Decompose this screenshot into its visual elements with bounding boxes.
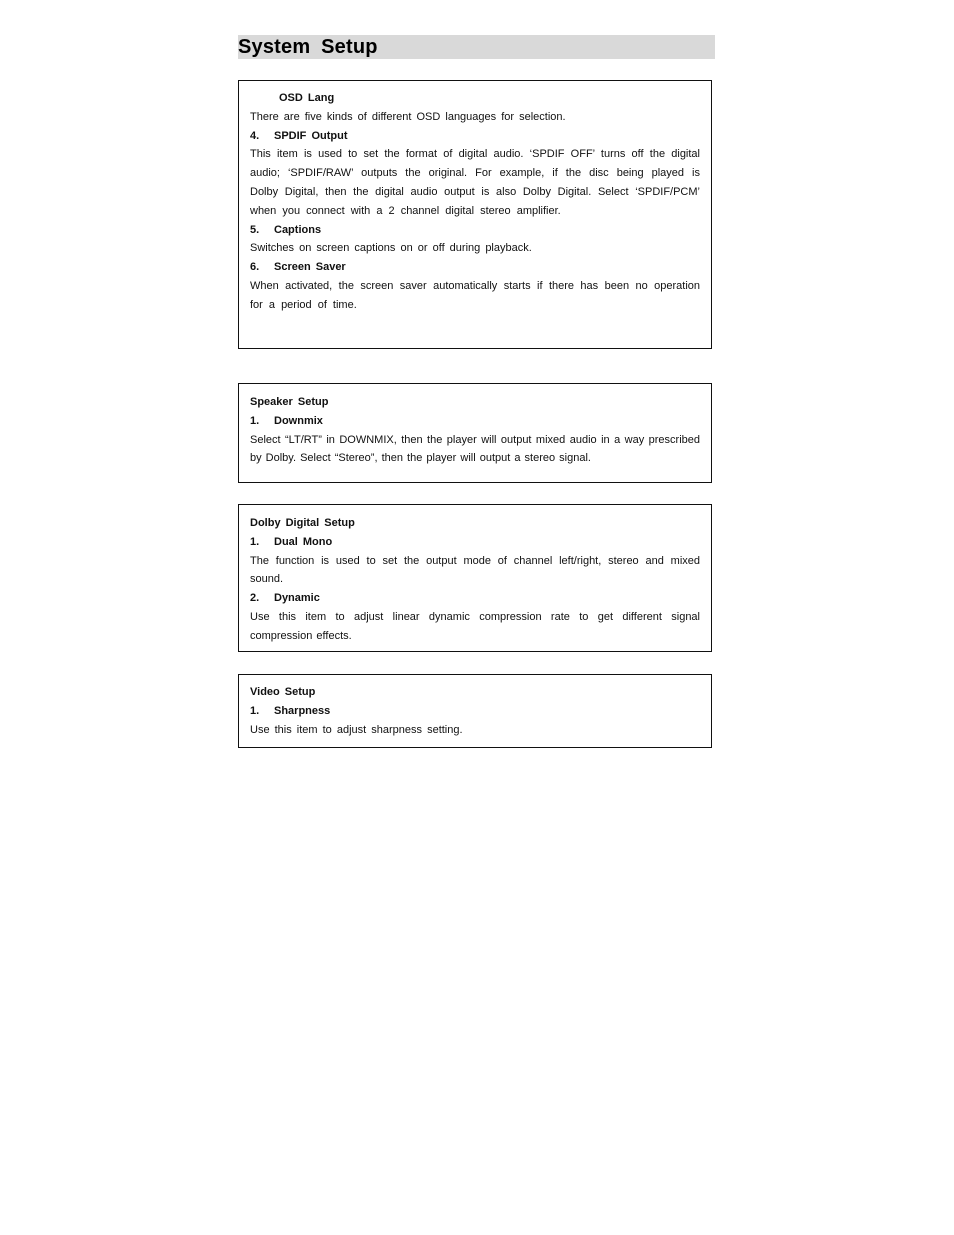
- dolby-digital-setup-section: [238, 504, 712, 652]
- downmix-text: Select “LT/RT” in DOWNMIX, then the player will output mixed audio in a way prescribed by Dolby. Select “Stereo”, then the player will output a stereo signal.: [250, 433, 700, 465]
- speaker-setup-heading: Speaker Setup: [250, 396, 329, 408]
- item-title: Downmix: [274, 414, 323, 427]
- item-number: 6.: [250, 261, 260, 274]
- sharpness-text: Use this item to adjust sharpness setting.: [250, 723, 463, 736]
- item-title: SPDIF Output: [274, 129, 348, 142]
- item-number: 4.: [250, 129, 260, 142]
- downmix-heading: [250, 412, 700, 431]
- item-title: Screen Saver: [274, 261, 346, 274]
- osd-lang-heading: OSD Lang: [279, 92, 335, 104]
- dynamic-heading: [250, 589, 700, 608]
- system-setup-section: [238, 80, 712, 349]
- screen-saver-text: When activated, the screen saver automatically starts if there has been no operation for a period of time.: [250, 279, 700, 311]
- item-number: 1.: [250, 535, 260, 548]
- captions-heading: [250, 221, 700, 240]
- osd-lang-text: There are five kinds of different OSD languages for selection.: [250, 110, 566, 123]
- item-title: Dynamic: [274, 592, 320, 605]
- page-title-bar: [238, 35, 715, 59]
- dolby-digital-setup-heading: Dolby Digital Setup: [250, 517, 355, 529]
- dynamic-text: Use this item to adjust linear dynamic compression rate to get different signal compression effects.: [250, 610, 700, 642]
- item-number: 2.: [250, 592, 260, 605]
- item-title: Captions: [274, 223, 322, 236]
- item-number: 1.: [250, 414, 260, 427]
- dual-mono-text: The function is used to set the output mode of channel left/right, stereo and mixed sound.: [250, 554, 700, 586]
- page-title: System Setup: [238, 36, 378, 58]
- screen-saver-heading: [250, 258, 700, 277]
- item-number: 1.: [250, 704, 260, 717]
- captions-text: Switches on screen captions on or off during playback.: [250, 242, 532, 255]
- dual-mono-heading: [250, 533, 700, 552]
- speaker-setup-section: [238, 383, 712, 483]
- item-title: Sharpness: [274, 704, 331, 717]
- item-number: 5.: [250, 223, 260, 236]
- spdif-output-text: This item is used to set the format of digital audio. ‘SPDIF OFF’ turns off the digital audio; ‘SPDIF/RAW’ outputs the original. For example, if the disc being played is Dolby Digital, then the digital audio output is also Dolby Digital. Select ‘SPDIF/PCM’ when you connect with a 2 channel digital stereo amplifier.: [250, 148, 700, 217]
- sharpness-heading: [250, 702, 700, 721]
- spdif-output-heading: [250, 127, 700, 146]
- video-setup-heading: Video Setup: [250, 686, 316, 698]
- video-setup-section: [238, 674, 712, 748]
- item-title: Dual Mono: [274, 535, 333, 548]
